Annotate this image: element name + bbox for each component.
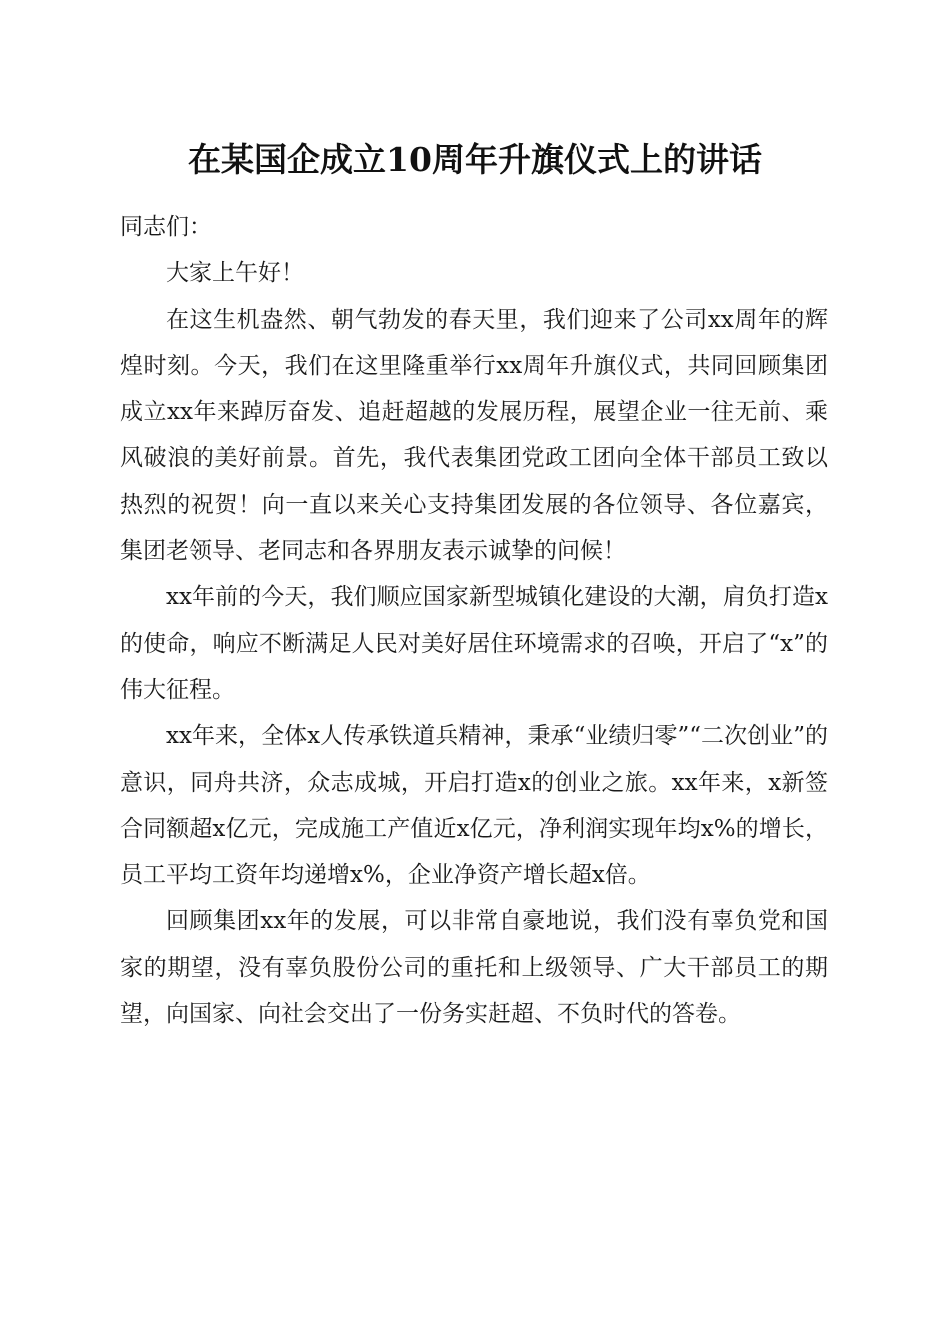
paragraph-anniversary: 在这生机盎然、朝气勃发的春天里，我们迎来了公司xx周年的辉煌时刻。今天，我们在这里隆重举行xx周年升旗仪式，共同回顾集团成立xx年来踔厉奋发、追赶超越的发展历程，展望企业一往无前、乘风破浪的美好前景。首先，我代表集团党政工团向全体干部员工致以热烈的祝贺！向一直以来关心支持集团发展的各位领导、各位嘉宾，集团老领导、老同志和各界朋友表示诚挚的问候！ (120, 306, 828, 565)
paragraph-achievements: xx年来，全体x人传承铁道兵精神，秉承“业绩归零”“二次创业”的意识，同舟共济，众志成城，开启打造x的创业之旅。xx年来，x新签合同额超x亿元，完成施工产值近x亿元，净利润实现年均x%的增长，员工平均工资年均递增x%，企业净资产增长超x倍。 (120, 723, 828, 889)
document-body (120, 204, 828, 1037)
document-title: 在某国企成立10周年升旗仪式上的讲话 (188, 140, 762, 179)
paragraph-review: 回顾集团xx年的发展，可以非常自豪地说，我们没有辜负党和国家的期望，没有辜负股份公司的重托和上级领导、广大干部员工的期望，向国家、向社会交出了一份务实赶超、不负时代的答卷。 (120, 908, 828, 1028)
paragraph-history: xx年前的今天，我们顺应国家新型城镇化建设的大潮，肩负打造x的使命，响应不断满足人民对美好居住环境需求的召唤，开启了“x”的伟大征程。 (120, 584, 828, 703)
paragraph-greeting: 大家上午好！ (166, 260, 304, 287)
salutation: 同志们： (120, 214, 212, 240)
